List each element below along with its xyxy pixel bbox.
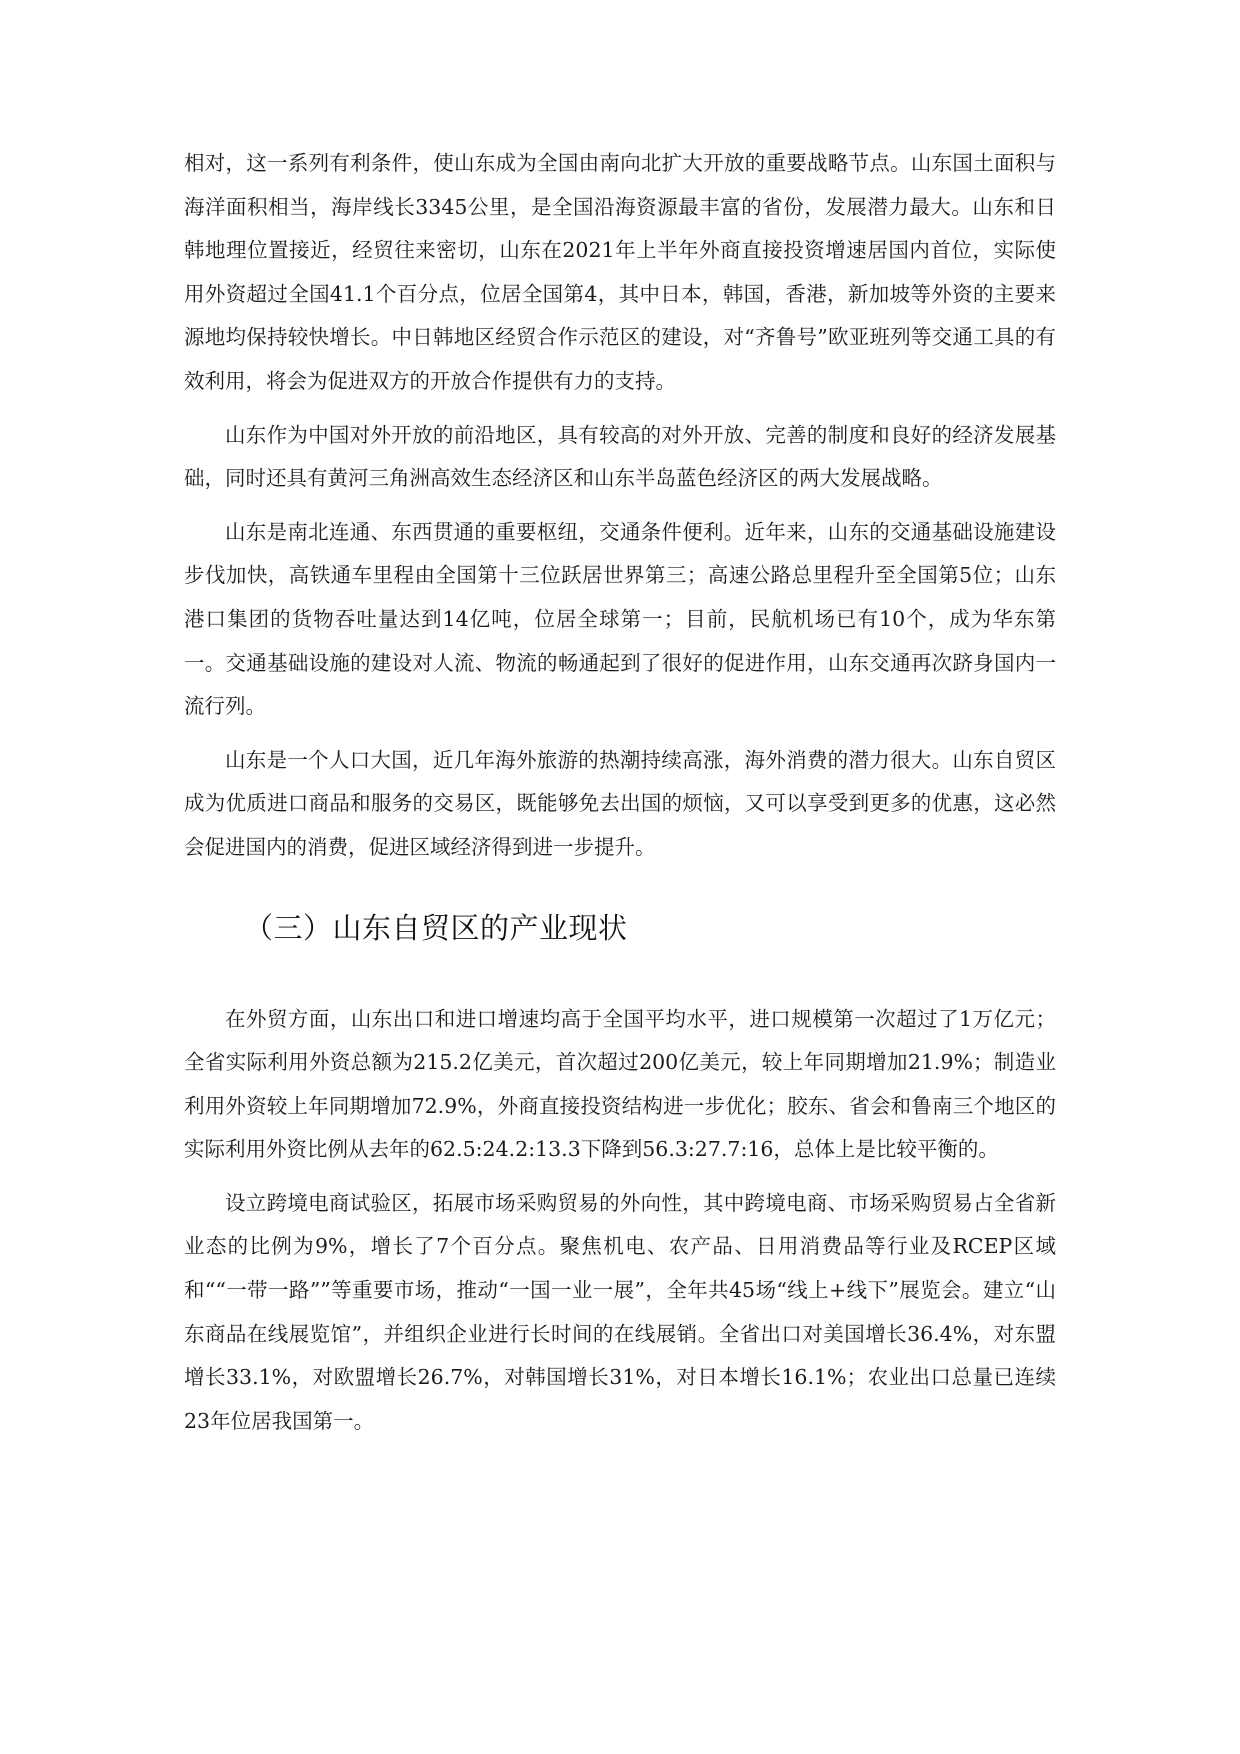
body-paragraph: 山东是南北连通、东西贯通的重要枢纽，交通条件便利。近年来，山东的交通基础设施建设步伐加快，高铁通车里程由全国第十三位跃居世界第三；高速公路总里程升至全国第5位；山东港口集团的货物吞吐量达到14亿吨，位居全球第一；目前，民航机场已有10个，成为华东第一。交通基础设施的建设对人流、物流的畅通起到了很好的促进作用，山东交通再次跻身国内一流行列。 bbox=[184, 519, 1056, 719]
body-paragraph: 山东是一个人口大国，近几年海外旅游的热潮持续高涨，海外消费的潜力很大。山东自贸区成为优质进口商品和服务的交易区，既能够免去出国的烦恼，又可以享受到更多的优惠，这必然会促进国内的消费，促进区域经济得到进一步提升。 bbox=[184, 747, 1056, 859]
body-paragraph: 设立跨境电商试验区，拓展市场采购贸易的外向性，其中跨境电商、市场采购贸易占全省新业态的比例为9%，增长了7个百分点。聚焦机电、农产品、日用消费品等行业及RCEP区域和““一带一路””等重要市场，推动“一国一业一展”，全年共45场“线上+线下”展览会。建立“山东商品在线展览馆”，并组织企业进行长时间的在线展销。全省出口对美国增长36.4%，对东盟增长33.1%，对欧盟增长26.7%，对韩国增长31%，对日本增长16.1%；农业出口总量已连续23年位居我国第一。 bbox=[184, 1190, 1056, 1433]
body-paragraph: 山东作为中国对外开放的前沿地区，具有较高的对外开放、完善的制度和良好的经济发展基础，同时还具有黄河三角洲高效生态经济区和山东半岛蓝色经济区的两大发展战略。 bbox=[184, 422, 1056, 491]
section-heading: （三）山东自贸区的产业现状 bbox=[244, 910, 628, 945]
document-body bbox=[184, 142, 1056, 1453]
body-paragraph: 相对，这一系列有利条件，使山东成为全国由南向北扩大开放的重要战略节点。山东国土面积与海洋面积相当，海岸线长3345公里，是全国沿海资源最丰富的省份，发展潜力最大。山东和日韩地理位置接近，经贸往来密切，山东在2021年上半年外商直接投资增速居国内首位，实际使用外资超过全国41.1个百分点，位居全国第4，其中日本，韩国，香港，新加坡等外资的主要来源地均保持较快增长。中日韩地区经贸合作示范区的建设，对“齐鲁号”欧亚班列等交通工具的有效利用，将会为促进双方的开放合作提供有力的支持。 bbox=[184, 151, 1056, 393]
body-paragraph: 在外贸方面，山东出口和进口增速均高于全国平均水平，进口规模第一次超过了1万亿元；全省实际利用外资总额为215.2亿美元，首次超过200亿美元，较上年同期增加21.9%；制造业利用外资较上年同期增加72.9%，外商直接投资结构进一步优化；胶东、省会和鲁南三个地区的实际利用外资比例从去年的62.5:24.2:13.3下降到56.3:27.7:16，总体上是比较平衡的。 bbox=[184, 1006, 1056, 1162]
